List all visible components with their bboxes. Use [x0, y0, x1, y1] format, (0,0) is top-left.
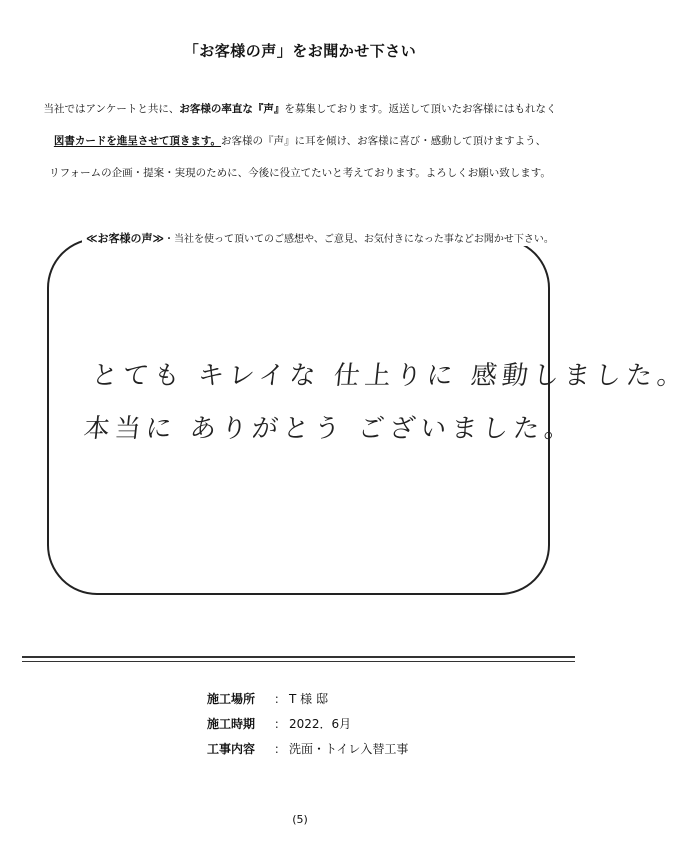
intro-gift-emphasis: 図書カードを進呈させて頂きます。 [53, 135, 222, 147]
page-title: 「お客様の声」をお聞かせ下さい [183, 42, 417, 60]
handwritten-comment-line-2: 本当に ありがとう ございました。 [82, 414, 577, 444]
work-value: 洗面・トイレ入替工事 [289, 742, 409, 756]
info-row-work [207, 740, 408, 757]
intro-text: を募集しております。返送して頂いたお客様にはもれなく [284, 103, 557, 115]
separator: ： [273, 717, 286, 731]
intro-line-2 [0, 133, 600, 148]
intro-line-3: リフォームの企画・提案・実現のために、今後に役立てたいと考えております。よろしくお願い致します。 [49, 167, 551, 179]
intro-line-1 [0, 101, 600, 116]
intro-text: 当社ではアンケートと共に、 [43, 103, 180, 115]
customer-voice-header [82, 230, 558, 246]
site-label: 施工場所 [207, 692, 256, 706]
customer-voice-title: ≪お客様の声≫ [86, 232, 165, 245]
section-divider [22, 656, 575, 658]
info-row-site [207, 690, 328, 707]
customer-voice-note: ・当社を使って頂いてのご感想や、ご意見、お気付きになった事などお聞かせ下さい。 [164, 234, 554, 245]
section-divider-thin [22, 661, 575, 662]
separator: ： [273, 742, 286, 756]
page-number: (5) [292, 813, 308, 826]
work-label: 工事内容 [207, 742, 256, 756]
date-label: 施工時期 [207, 717, 256, 731]
date-value: 2022．6月 [289, 717, 352, 731]
handwritten-comment-line-1: とても キレイな 仕上りに 感動しました。 [90, 361, 690, 391]
info-row-date [207, 715, 351, 732]
site-value: T 様 邸 [289, 692, 328, 706]
intro-emphasis: お客様の率直な『声』 [179, 103, 285, 115]
separator: ： [273, 692, 286, 706]
intro-text: お客様の『声』に耳を傾け、お客様に喜び・感動して頂けますよう、 [221, 135, 547, 147]
